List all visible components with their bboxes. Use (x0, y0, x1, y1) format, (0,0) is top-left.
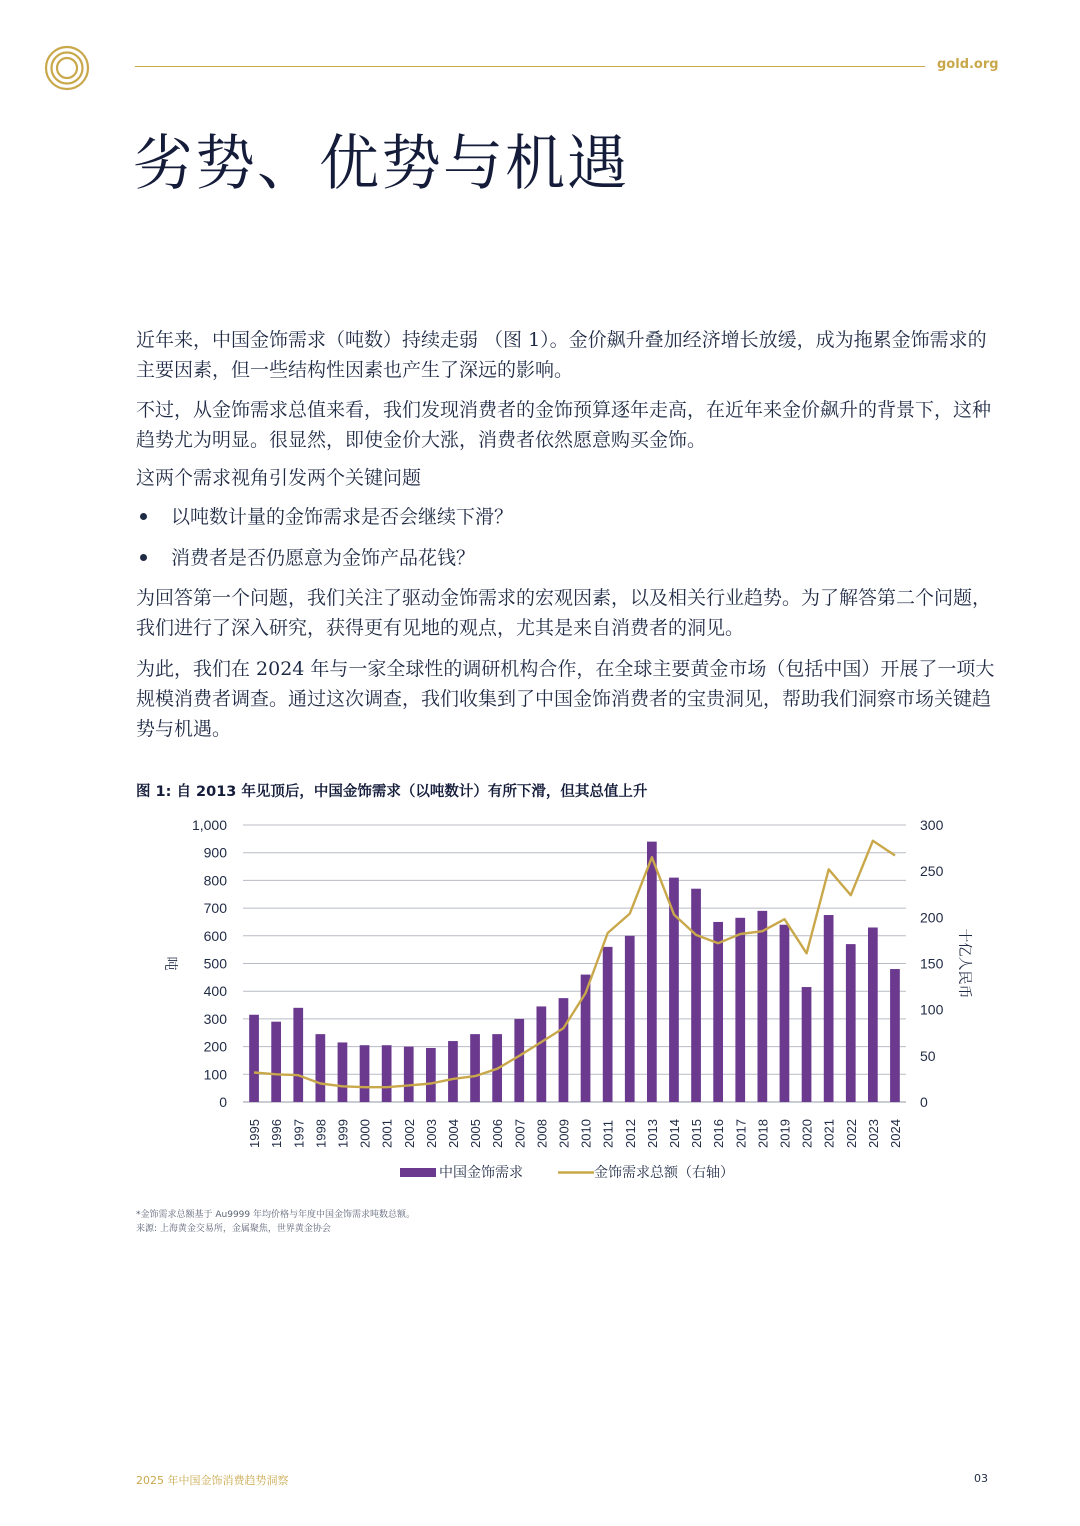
y-tick-label: 500 (203, 955, 227, 972)
bar-1998 (315, 1034, 325, 1102)
y-tick-label: 200 (203, 1038, 227, 1055)
y-tick-label: 100 (203, 1066, 227, 1083)
x-tick-label: 2002 (401, 1119, 417, 1148)
x-tick-label: 2019 (777, 1119, 793, 1148)
legend-label-bar: 中国金饰需求 (439, 1164, 523, 1180)
bar-2013 (647, 842, 657, 1102)
x-tick-label: 1995 (247, 1119, 263, 1148)
page-title: 劣势、优势与机遇 (133, 129, 629, 199)
x-tick-label: 2001 (379, 1119, 395, 1148)
paragraph-1: 近年来，中国金饰需求（吨数）持续走弱 （图 1）。金价飙升叠加经济增长放缓，成为拖累金饰需求的主要因素，但一些结构性因素也产生了深远的影响。 (136, 329, 987, 381)
bar-2016 (713, 922, 723, 1102)
x-tick-label: 2010 (578, 1119, 594, 1148)
bar-1995 (249, 1015, 259, 1102)
y2-axis-label: 十亿人民币 (957, 928, 973, 999)
bar-2015 (691, 889, 701, 1102)
bar-2004 (448, 1041, 458, 1102)
paragraph-5: 为此，我们在 2024 年与一家全球性的调研机构合作，在全球主要黄金市场（包括中国）开展了一项大规模消费者调查。通过这次调查，我们收集到了中国金饰消费者的宝贵洞见，帮助我们洞察市场关键趋势与机遇。 (136, 658, 995, 740)
bar-2020 (802, 987, 812, 1102)
bar-2007 (514, 1019, 524, 1102)
x-tick-label: 2016 (711, 1119, 727, 1148)
gold-org-logo-icon (43, 44, 91, 92)
bar-2012 (625, 936, 635, 1102)
x-tick-label: 2005 (468, 1119, 484, 1148)
paragraph-3: 这两个需求视角引发两个关键问题 (136, 467, 422, 489)
bar-2008 (536, 1006, 546, 1102)
x-tick-label: 1997 (291, 1119, 307, 1148)
y2-tick-label: 50 (920, 1047, 936, 1064)
jewellery-demand-chart (150, 810, 1000, 1195)
bar-2001 (382, 1045, 392, 1102)
x-tick-label: 2011 (600, 1120, 616, 1148)
x-tick-label: 2021 (821, 1119, 837, 1148)
x-tick-label: 2003 (423, 1119, 439, 1148)
y-tick-label: 0 (219, 1094, 227, 1110)
x-tick-label: 2004 (445, 1119, 461, 1148)
footer-report-title: 2025 年中国金饰消费趋势洞察 (136, 1474, 289, 1487)
x-tick-label: 2017 (733, 1119, 749, 1148)
x-tick-label: 2023 (865, 1119, 881, 1148)
page-number: 03 (974, 1472, 988, 1485)
bar-2023 (868, 927, 878, 1102)
y2-tick-label: 100 (920, 1001, 944, 1018)
bullet-2-text: 消费者是否仍愿意为金饰产品花钱？ (171, 547, 476, 569)
x-tick-label: 1998 (313, 1119, 329, 1148)
x-tick-label: 2009 (556, 1119, 572, 1148)
bar-2019 (780, 925, 790, 1102)
bar-2000 (360, 1045, 370, 1102)
x-tick-label: 2007 (512, 1119, 528, 1148)
x-tick-label: 2008 (534, 1119, 550, 1148)
y-tick-label: 900 (203, 844, 227, 861)
bar-2024 (890, 969, 900, 1102)
site-link[interactable]: gold.org (937, 57, 999, 72)
bullet-dot-icon (140, 554, 147, 561)
x-tick-label: 2012 (622, 1119, 638, 1148)
bar-1997 (293, 1008, 303, 1102)
x-tick-label: 1999 (335, 1119, 351, 1148)
bar-2018 (757, 911, 767, 1102)
figure-title: 图 1: 自 2013 年见顶后，中国金饰需求（以吨数计）有所下滑，但其总值上升 (136, 784, 648, 800)
x-tick-label: 2020 (799, 1119, 815, 1148)
y2-tick-label: 0 (920, 1094, 928, 1110)
bar-2003 (426, 1048, 436, 1102)
legend-label-line: 金饰需求总额（右轴） (594, 1164, 734, 1180)
y2-tick-label: 150 (920, 955, 944, 972)
x-tick-label: 2022 (843, 1119, 859, 1148)
bar-2022 (846, 944, 856, 1102)
bullet-item-2 (140, 543, 475, 573)
x-tick-label: 2000 (357, 1119, 373, 1148)
bar-1999 (338, 1042, 348, 1102)
paragraph-2: 不过，从金饰需求总值来看，我们发现消费者的金饰预算逐年走高，在近年来金价飙升的背景下，这种趋势尤为明显。很显然，即使金价大涨，消费者依然愿意购买金饰。 (136, 399, 992, 451)
figure-source: 来源: 上海黄金交易所，金属聚焦，世界黄金协会 (136, 1224, 331, 1234)
y-tick-label: 400 (203, 983, 227, 1000)
y2-tick-label: 200 (920, 909, 944, 926)
legend-swatch-bar (400, 1168, 436, 1177)
figure-note: *金饰需求总额基于 Au9999 年均价格与年度中国金饰需求吨数总额。 (136, 1210, 415, 1220)
bar-2009 (559, 998, 569, 1102)
bar-2021 (824, 915, 834, 1102)
bar-1996 (271, 1022, 281, 1102)
bar-2017 (735, 918, 745, 1102)
x-tick-label: 2018 (755, 1119, 771, 1148)
y-tick-label: 800 (203, 872, 227, 889)
y-tick-label: 600 (203, 927, 227, 944)
x-tick-label: 2006 (490, 1119, 506, 1148)
paragraph-4: 为回答第一个问题，我们关注了驱动金饰需求的宏观因素，以及相关行业趋势。为了解答第二个问题，我们进行了深入研究，获得更有见地的观点，尤其是来自消费者的洞见。 (136, 587, 992, 639)
y-tick-label: 700 (203, 900, 227, 917)
bar-2005 (470, 1034, 480, 1102)
x-tick-label: 1996 (269, 1119, 285, 1148)
bullet-dot-icon (140, 513, 147, 520)
y-axis-label: 吨 (163, 956, 179, 971)
bullet-1-text: 以吨数计量的金饰需求是否会继续下滑？ (171, 506, 514, 528)
y2-tick-label: 250 (920, 863, 944, 880)
bar-2002 (404, 1047, 414, 1102)
header-rule (135, 66, 925, 67)
x-tick-label: 2015 (689, 1119, 705, 1148)
y2-tick-label: 300 (920, 817, 944, 833)
bullet-item-1 (140, 502, 513, 532)
y-tick-label: 1,000 (191, 817, 227, 833)
x-tick-label: 2013 (644, 1119, 660, 1148)
bar-2011 (603, 947, 613, 1102)
y-tick-label: 300 (203, 1010, 227, 1027)
x-tick-label: 2024 (887, 1119, 903, 1148)
x-tick-label: 2014 (666, 1119, 682, 1148)
